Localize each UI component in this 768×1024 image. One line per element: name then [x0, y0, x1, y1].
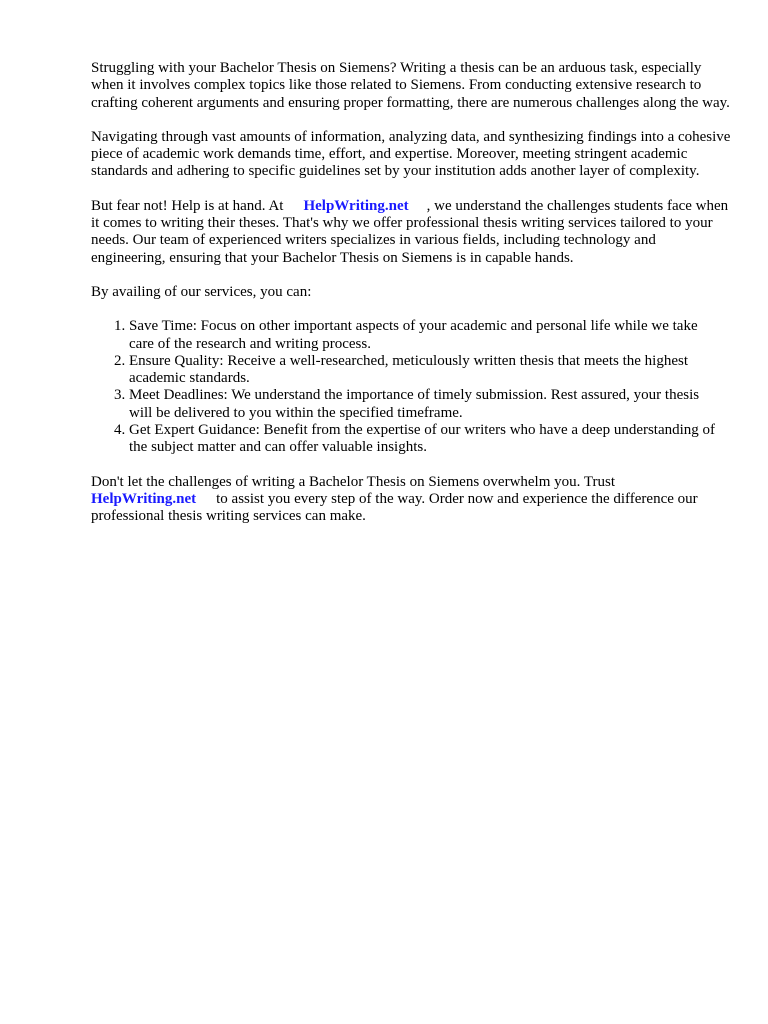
help-paragraph-rest: , we understand the challenges students face when it comes to writing their theses. That's why we offer professional thesis writing services tailored to your needs. Our team of experienced writers specializes in various fields, including technology and engineering, ensuring that your Bachelor Thesis on Siemens is in capable hands. [91, 197, 729, 266]
services-intro: By availing of our services, you can: [91, 283, 312, 300]
document-body [91, 60, 731, 543]
list-item: 3. Meet Deadlines: We understand the importance of timely submission. Rest assured, your thesis will be delivered to you within the specified timeframe. [129, 387, 719, 422]
services-list [91, 318, 719, 456]
intro-paragraph: Struggling with your Bachelor Thesis on Siemens? Writing a thesis can be an arduous task, especially when it involves complex topics like those related to Siemens. From conducting extensive research to crafting coherent arguments and ensuring proper formatting, there are numerous challenges along the way. [91, 60, 730, 111]
list-item: 2. Ensure Quality: Receive a well-researched, meticulously written thesis that meets the highest academic standards. [129, 353, 719, 388]
helpwriting-link-closing[interactable]: HelpWriting.net [91, 490, 197, 507]
list-item: 4. Get Expert Guidance: Benefit from the expertise of our writers who have a deep understanding of the subject matter and can offer valuable insights. [129, 422, 719, 457]
list-item: 1. Save Time: Focus on other important aspects of your academic and personal life while we take care of the research and writing process. [129, 318, 719, 353]
help-paragraph [91, 198, 731, 267]
closing-paragraph-lead: Don't let the challenges of writing a Bachelor Thesis on Siemens overwhelm you. Trust [91, 473, 616, 490]
help-paragraph-lead: But fear not! Help is at hand. At [91, 197, 284, 214]
helpwriting-link[interactable]: HelpWriting.net [303, 197, 409, 214]
closing-paragraph [91, 474, 731, 526]
closing-paragraph-rest: to assist you every step of the way. Order now and experience the difference our professional thesis writing services can make. [91, 490, 698, 525]
challenges-paragraph: Navigating through vast amounts of information, analyzing data, and synthesizing findings into a cohesive piece of academic work demands time, effort, and expertise. Moreover, meeting stringent academic standards and adhering to specific guidelines set by your institution adds another layer of complexity. [91, 128, 731, 180]
